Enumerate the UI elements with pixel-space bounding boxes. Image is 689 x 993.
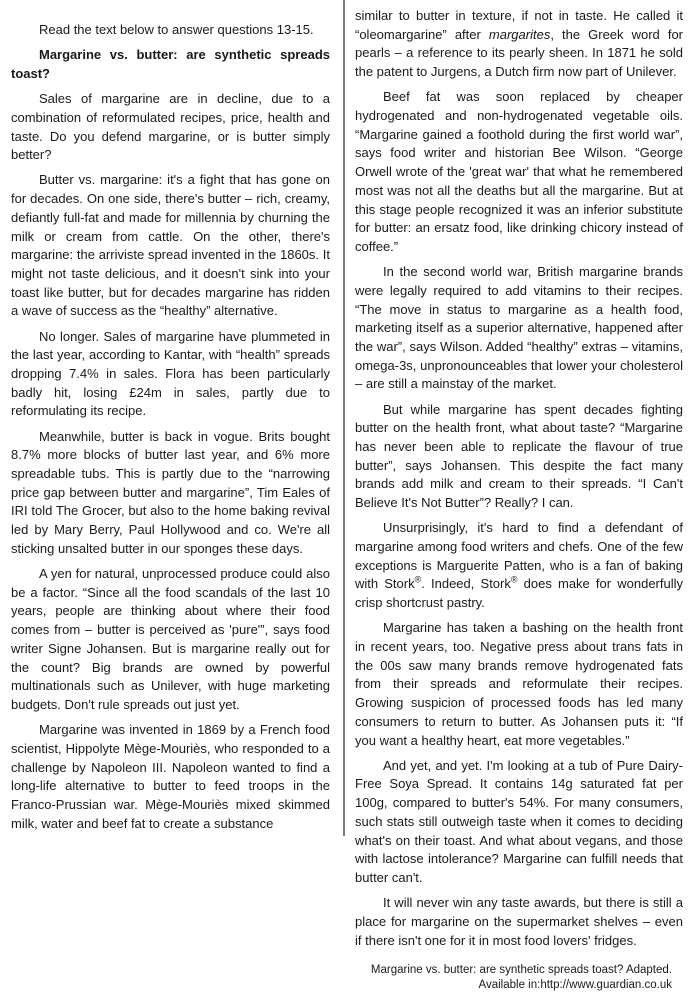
paragraph: Sales of margarine are in decline, due to a combination of reformulated recipes, price, health and taste. Do you defend margarine, or is butter simply better? [11, 91, 330, 163]
paragraph: Meanwhile, butter is back in vogue. Brits bought 8.7% more blocks of butter last year, and 6% more spreadable tubs. This is partly due to the “narrowing price gap between butter and margarine”, Tim Eales of IRI told The Grocer, but also to the home baking revival led by Mary Berry, Paul Hollywood and co. We're all sticking unsalted butter in our sponges these days. [11, 428, 330, 556]
paragraph: similar to butter in texture, if not in taste. He called it “oleomargarine” after margarites, the Greek word for pearls – a reference to its pearly sheen. In 1871 he sold the patent to Jurgens, a Dutch firm now part of Unilever. [355, 8, 683, 80]
article-heading: Margarine vs. butter: are synthetic spreads toast? [11, 47, 330, 81]
paragraph: Margarine was invented in 1869 by a French food scientist, Hippolyte Mège-Mouriès, who responded to a challenge by Napoleon III. Napoleon wanted to find a long-life alternative to butter to feed troops in the Franco-Prussian war. Mège-Mouriès mixed skimmed milk, water and beef fat to create a substance [11, 722, 330, 831]
paragraph: In the second world war, British margarine brands were legally required to add vitamins to their recipes. “The move in status to margarine as a health food, marketing itself as a superior alternative, happened after the war”, says Wilson. Added “healthy” extras – vitamins, omega-3s, unpronounceables that lower your cholesterol – are still a mainstay of the market. [355, 264, 683, 392]
citation-line-2: Available in:http://www.guardian.co.uk [478, 979, 672, 992]
instruction-text: Read the text below to answer questions 13-15. [39, 22, 314, 37]
paragraph: Unsurprisingly, it's hard to find a defendant of margarine among food writers and chefs. One of the few exceptions is Marguerite Patten, who is a fan of baking with Stork®. Indeed, Stork® does make for wonderfully crisp shortcrust pastry. [355, 520, 683, 611]
paragraph: But while margarine has spent decades fighting butter on the health front, what about taste? “Margarine has never been able to replicate the flavour of true butter”, says Johansen. This despite the fact many brands add milk and cream to their spreads. “I Can't Believe It's Not Butter”? Really? I can. [355, 401, 683, 511]
right-column [345, 0, 689, 992]
citation-line-1: Margarine vs. butter: are synthetic spreads toast? Adapted. [370, 964, 672, 977]
paragraph: Margarine has taken a bashing on the health front in recent years, too. Negative press about trans fats in the 00s saw many brands remove hydrogenated fats from their spreads and reformulate their recipes. Growing suspicion of processed foods has led many consumers to return to butter. As Johansen puts it: “If you want a healthy heart, eat more vegetables.” [355, 620, 683, 748]
paragraph: A yen for natural, unprocessed produce could also be a factor. “Since all the food scandals of the last 10 years, people are thinking about where their food comes from – butter is perceived as 'pure'”, says food writer Signe Johansen. But is margarine really out for the count? Big brands are owned by powerful multinationals such as Unilever, with huge marketing budgets. Don't rule spreads out just yet. [11, 565, 330, 712]
paragraph: No longer. Sales of margarine have plummeted in the last year, according to Kantar, with “health” spreads dropping 7.4% in sales. Flora has been particularly badly hit, losing £24m in sales, partly due to reformulating its recipe. [11, 328, 330, 419]
paragraph: Butter vs. margarine: it's a fight that has gone on for decades. On one side, there's butter – rich, creamy, defiantly full-fat and made for millennia by churning the milk or cream from cattle. On the other, there's margarine: the arriviste spread invented in the 1860s. It might not taste delicious, and it doesn't sink into your toast like butter, but for decades margarine has ridden a wave of success as the “healthy” alternative. [11, 172, 330, 319]
paragraph: And yet, and yet. I'm looking at a tub of Pure Dairy-Free Soya Spread. It contains 14g saturated fat per 100g, compared to butter's 54%. For many consumers, such stats still outweigh taste when it comes to deciding what's on their toast. And what about vegans, and those with lactose intolerance? Margarine can fulfill needs that butter can't. [355, 757, 683, 885]
source-citation [355, 963, 683, 993]
paragraph: It will never win any taste awards, but there is still a place for margarine on the supermarket shelves – even if there isn't one for it in most food lovers' fridges. [355, 895, 683, 948]
left-column [0, 0, 343, 836]
paragraph: Beef fat was soon replaced by cheaper hydrogenated and non-hydrogenated vegetable oils. “Margarine gained a foothold during the first world war”, says food writer and historian Bee Wilson. “George Orwell wrote of the 'great war' that what he remembered most was not all the deaths but all the margarine. But at this stage people recognized it was an inferior substitute for butter: an ersatz food, like drinking chicory instead of coffee.” [355, 89, 683, 254]
